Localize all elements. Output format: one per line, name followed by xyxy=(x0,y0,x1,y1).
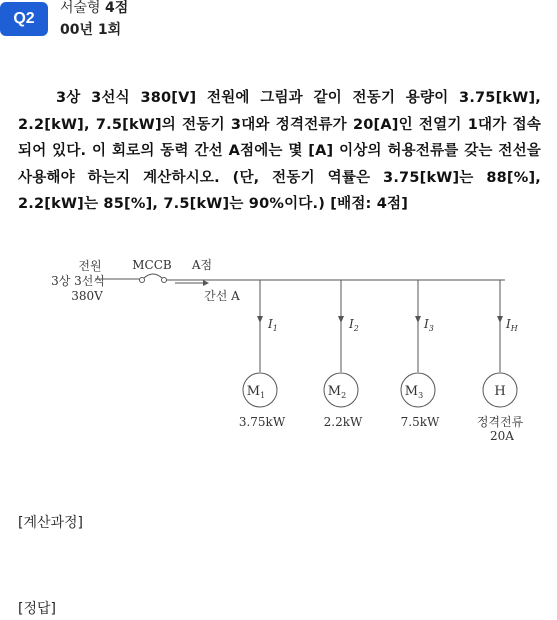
motor-m3-label: $M_3$ xyxy=(404,384,424,400)
source-label-3: 380V xyxy=(71,289,103,303)
branch-m2 xyxy=(324,280,363,429)
branch-m1-current: $I_1$ xyxy=(268,317,278,333)
motor-m2-label: $M_2$ xyxy=(327,384,347,400)
heater-h-label: H xyxy=(494,384,506,399)
feeder-label: 간선 A xyxy=(204,289,240,303)
mccb-contact-left xyxy=(140,278,145,283)
mccb-contact-right xyxy=(162,278,167,283)
branch-m2-arrowhead xyxy=(338,316,344,323)
question-type xyxy=(60,0,128,17)
branch-m3-arrowhead xyxy=(415,316,421,323)
source-label-1: 전원 xyxy=(78,259,102,273)
question-score: 4점 xyxy=(105,0,129,16)
motor-m2-rating: 2.2kW xyxy=(323,415,363,429)
branch-heater xyxy=(477,280,524,443)
branch-m1-arrowhead xyxy=(257,316,263,323)
problem-body: 3상 3선식 380[V] 전원에 그림과 같이 전동기 용량이 3.75[kW], 2.2[kW], 7.5[kW]의 전동기 3대와 정격전류가 20[A]인 전열기 1대가 접속되어 있다. 이 회로의 동력 간선 A점에는 몇 [A] 이상의 허용전류를 갖는 전선을 사용해야 하는지 계산하시오. (단, 전동기 역률은 3.75[kW]는 88[%], 2.2[kW]는 85[%], 7.5[kW]는 90%이다.) [배점: 4점] xyxy=(18,90,541,212)
branch-heater-current: $I_H$ xyxy=(506,317,518,333)
question-type-label: 서술형 xyxy=(60,0,106,16)
branch-heater-arrowhead xyxy=(497,316,503,323)
motor-m1-label: $M_1$ xyxy=(246,384,266,400)
question-source: 00년 1회 xyxy=(60,22,122,38)
motor-m1-rating: 3.75kW xyxy=(238,415,286,429)
answer-section-label: [정답] xyxy=(18,601,56,617)
motor-m3-rating: 7.5kW xyxy=(400,415,440,429)
circuit-diagram xyxy=(0,250,557,470)
question-number-badge: Q2 xyxy=(0,2,48,36)
branch-m3 xyxy=(401,280,440,429)
calc-section-label: [계산과정] xyxy=(18,515,84,531)
branch-m1 xyxy=(239,280,286,429)
branch-m2-current: $I_2$ xyxy=(349,317,359,333)
point-a-arrowhead xyxy=(203,280,209,286)
problem-text xyxy=(18,85,541,218)
source-label-2: 3상 3선식 xyxy=(51,274,105,288)
heater-rating: 정격전류 xyxy=(476,415,524,429)
point-a-label: A점 xyxy=(191,258,213,272)
mccb-label: MCCB xyxy=(132,258,172,272)
branch-m3-current: $I_3$ xyxy=(424,317,434,333)
heater-rating-value: 20A xyxy=(490,429,514,443)
mccb-arc xyxy=(144,274,162,278)
